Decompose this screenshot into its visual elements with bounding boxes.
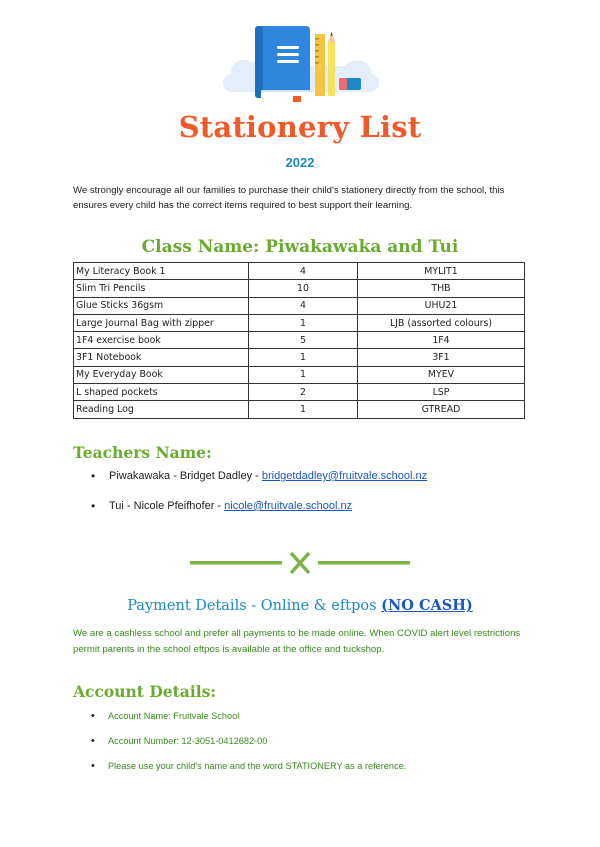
teachers-heading: Teachers Name: xyxy=(73,443,212,462)
teacher-item xyxy=(91,470,427,500)
quantity-cell: 1 xyxy=(249,314,358,331)
item-name-cell: Large Journal Bag with zipper xyxy=(74,314,249,331)
item-name-cell: 3F1 Notebook xyxy=(74,349,249,366)
table-row xyxy=(74,280,525,297)
account-item: • Please use your child's name and the word STATIONERY as a reference. xyxy=(91,761,406,786)
table-row xyxy=(74,366,525,383)
quantity-cell: 2 xyxy=(249,384,358,401)
stationery-table xyxy=(73,262,525,419)
quantity-cell: 1 xyxy=(249,366,358,383)
teacher-item xyxy=(91,500,427,530)
quantity-cell: 1 xyxy=(249,401,358,418)
code-cell: LSP xyxy=(358,384,525,401)
payment-heading xyxy=(0,597,600,614)
quantity-cell: 10 xyxy=(249,280,358,297)
account-item: • Account Name: Fruitvale School xyxy=(91,711,406,736)
teacher-email-link[interactable]: bridgetdadley@fruitvale.school.nz xyxy=(261,470,428,482)
table-row xyxy=(74,332,525,349)
code-cell: MYEV xyxy=(358,366,525,383)
item-name-cell: My Literacy Book 1 xyxy=(74,263,249,280)
quantity-cell: 4 xyxy=(249,263,358,280)
item-name-cell: My Everyday Book xyxy=(74,366,249,383)
code-cell: THB xyxy=(358,280,525,297)
quantity-cell: 5 xyxy=(249,332,358,349)
page-title: Stationery List xyxy=(178,110,422,144)
payment-heading-text: Payment Details - Online & eftpos xyxy=(127,598,382,614)
no-cash-label: (NO CASH) xyxy=(381,597,473,614)
table-row xyxy=(74,263,525,280)
account-heading: Account Details: xyxy=(73,682,217,701)
teacher-name: Tui - Nicole Pfeifhofer - xyxy=(109,500,225,512)
quantity-cell: 4 xyxy=(249,297,358,314)
code-cell: LJB (assorted colours) xyxy=(358,314,525,331)
class-name-heading: Class Name: Piwakawaka and Tui xyxy=(141,237,459,257)
intro-paragraph: We strongly encourage all our families to purchase their child's stationery directly from the school, this ensures every child has the correct items required to best support their learning. xyxy=(73,185,505,211)
table-row xyxy=(74,384,525,401)
table-row xyxy=(74,297,525,314)
code-cell: UHU21 xyxy=(358,297,525,314)
item-name-cell: Reading Log xyxy=(74,401,249,418)
books-pencil-illustration xyxy=(215,12,385,102)
payment-paragraph: We are a cashless school and prefer all payments to be made online. When COVID alert level restrictions permit parents in the school eftpos is available at the office and tuckshop. xyxy=(73,628,521,655)
teachers-list xyxy=(91,470,427,530)
quantity-cell: 1 xyxy=(249,349,358,366)
table-row xyxy=(74,401,525,418)
table-row xyxy=(74,314,525,331)
year-subtitle: 2022 xyxy=(285,155,315,170)
item-name-cell: 1F4 exercise book xyxy=(74,332,249,349)
teacher-email-link[interactable]: nicole@fruitvale.school.nz xyxy=(224,500,353,512)
item-name-cell: Glue Sticks 36gsm xyxy=(74,297,249,314)
item-name-cell: L shaped pockets xyxy=(74,384,249,401)
account-list xyxy=(91,711,406,786)
teacher-name: Piwakawaka - Bridget Dadley - xyxy=(109,470,262,482)
code-cell: 1F4 xyxy=(358,332,525,349)
table-row xyxy=(74,349,525,366)
item-name-cell: Slim Tri Pencils xyxy=(74,280,249,297)
code-cell: MYLIT1 xyxy=(358,263,525,280)
divider-cross-icon xyxy=(190,548,410,578)
code-cell: 3F1 xyxy=(358,349,525,366)
code-cell: GTREAD xyxy=(358,401,525,418)
account-item: • Account Number: 12-3051-0412682-00 xyxy=(91,736,406,761)
